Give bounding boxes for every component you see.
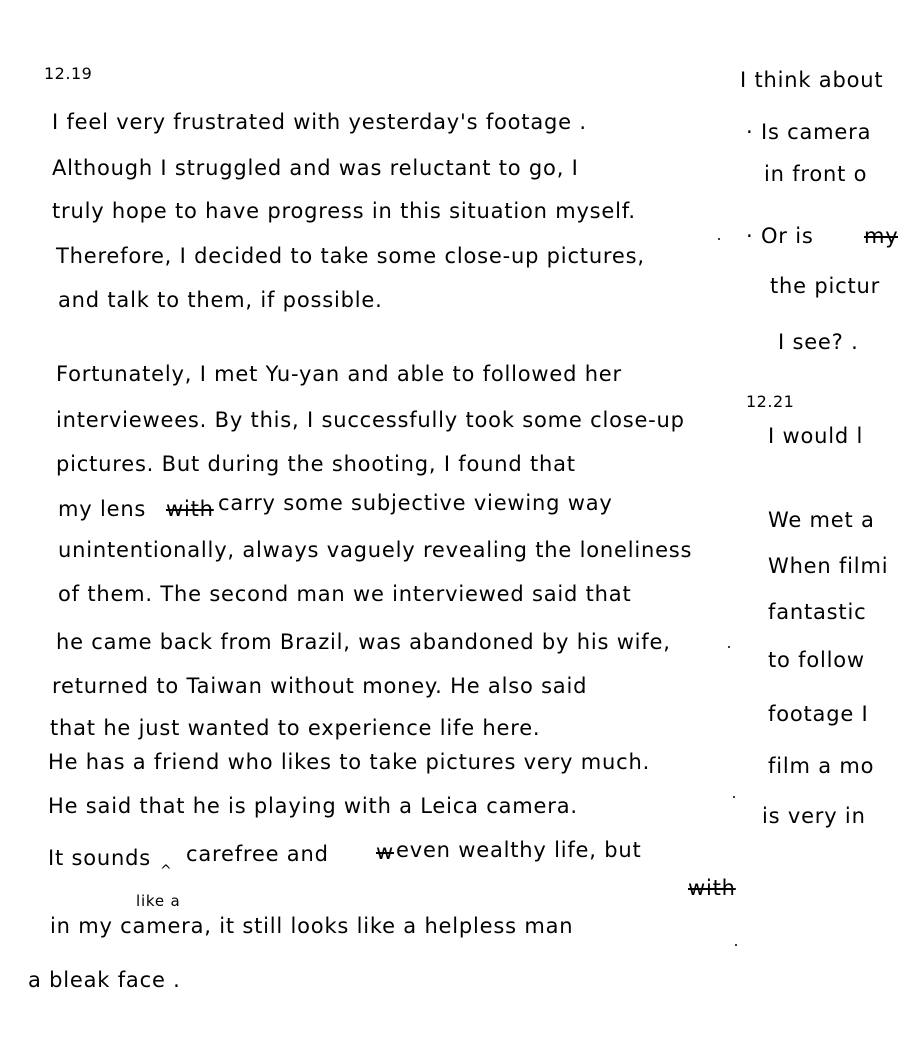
inserted-words: like a — [136, 892, 181, 910]
text-line: my lens — [58, 497, 147, 521]
text-line: · Is camera — [746, 120, 872, 144]
text-line: pictures. But during the shooting, I found that — [56, 452, 576, 476]
text-line: returned to Taiwan without money. He also said — [52, 674, 588, 698]
text-line: I think about — [740, 68, 884, 92]
text-line: he came back from Brazil, was abandoned by his wife, — [56, 630, 671, 654]
text-line: film a mo — [768, 754, 875, 778]
ink-dot — [728, 646, 730, 648]
text-line: carefree and — [186, 842, 329, 866]
text-line: We met a — [768, 508, 875, 532]
page-fold — [732, 0, 733, 1049]
crossed-out-word: with — [688, 876, 736, 900]
text-line: He has a friend who likes to take pictures very much. — [48, 750, 651, 774]
insertion-caret: ^ — [160, 863, 172, 879]
text-line: It sounds — [48, 846, 151, 870]
crossed-out-word: with — [166, 497, 214, 521]
text-line: I see? . — [778, 330, 859, 354]
text-line: truly hope to have progress in this situation myself. — [52, 199, 636, 223]
text-line: that he just wanted to experience life here. — [50, 716, 541, 740]
text-line: When filmi — [768, 554, 889, 578]
text-line: in front o — [764, 162, 868, 186]
text-line: Although I struggled and was reluctant to go, I — [52, 156, 579, 180]
text-line: in my camera, it still looks like a helpless man — [50, 914, 574, 938]
crossed-out-word: w — [376, 840, 394, 864]
text-line: I feel very frustrated with yesterday's footage . — [52, 110, 587, 134]
crossed-out-word: my — [864, 224, 898, 248]
ink-dot — [733, 796, 735, 798]
text-line: He said that he is playing with a Leica camera. — [48, 794, 578, 818]
text-line: footage I — [768, 702, 869, 726]
ink-dot — [735, 944, 737, 946]
text-line: of them. The second man we interviewed said that — [58, 582, 632, 606]
entry-date-12-21: 12.21 — [746, 392, 795, 411]
ink-dot — [718, 238, 720, 240]
text-line: the pictur — [770, 274, 881, 298]
text-line: a bleak face . — [28, 968, 181, 992]
text-line: is very in — [762, 804, 866, 828]
text-line: even wealthy life, but — [396, 838, 642, 862]
text-line: to follow — [768, 648, 865, 672]
text-line: carry some subjective viewing way — [218, 491, 613, 515]
text-line: unintentionally, always vaguely revealing the loneliness — [58, 538, 693, 562]
text-line: and talk to them, if possible. — [58, 288, 383, 312]
text-line: fantastic — [768, 600, 867, 624]
text-line: Fortunately, I met Yu-yan and able to followed her — [56, 362, 622, 386]
entry-date-12-19: 12.19 — [44, 64, 93, 83]
text-line: I would l — [768, 424, 864, 448]
text-line: Therefore, I decided to take some close-up pictures, — [56, 244, 645, 268]
text-line: · Or is — [746, 224, 814, 248]
text-line: interviewees. By this, I successfully took some close-up — [56, 408, 685, 432]
